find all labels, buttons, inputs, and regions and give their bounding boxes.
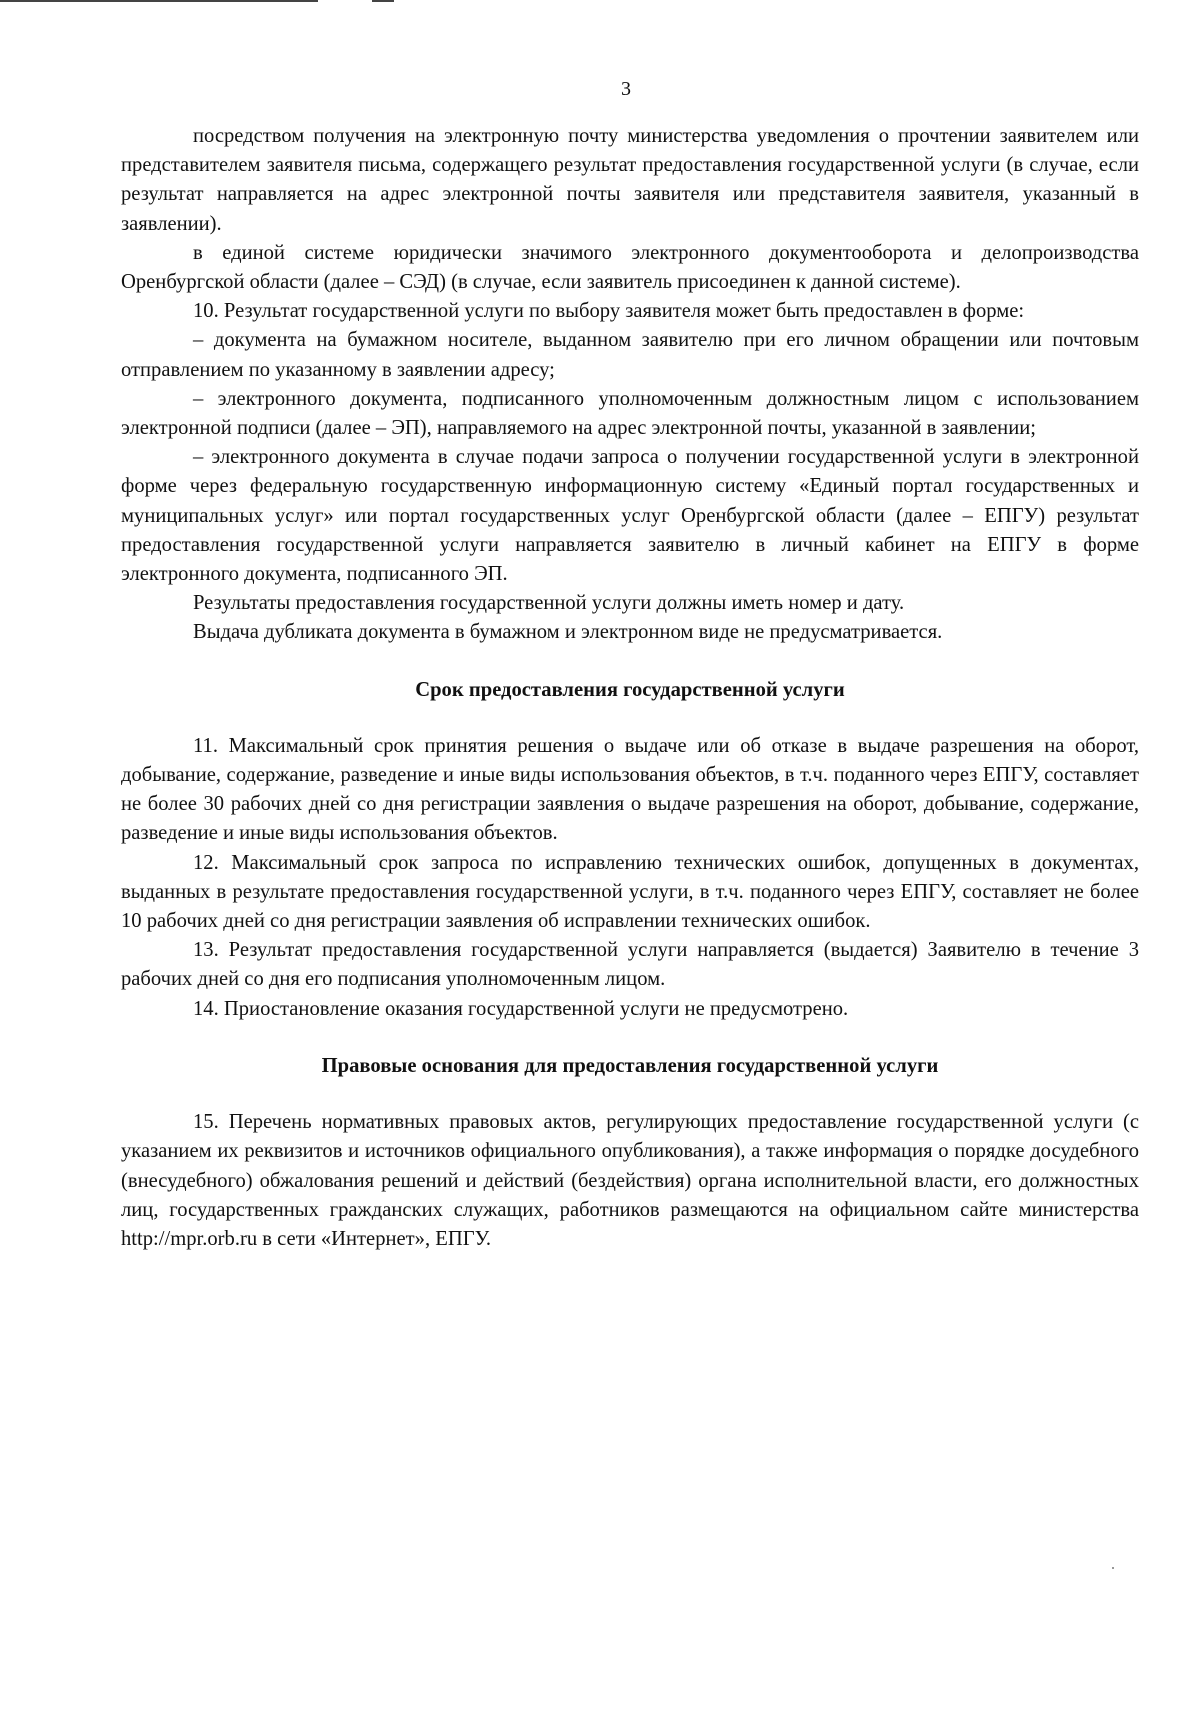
paragraph: 13. Результат предоставления государственной услуги направляется (выдается) Заявителю в течение 3 рабочих дней со дня его подписания уполномоченным лицом. <box>121 939 1139 991</box>
scan-edge-mark <box>0 0 318 2</box>
paragraph: 11. Максимальный срок принятия решения о выдаче или об отказе в выдаче разрешения на оборот, добывание, содержание, разведение и иные виды использования объектов, в т.ч. поданного через ЕПГУ, составляет не более 30 рабочих дней со дня регистрации заявления о выдаче разрешения на оборот, добывание, содержание, разведение и иные виды использования объектов. <box>121 734 1139 845</box>
paragraph: 12. Максимальный срок запроса по исправлению технических ошибок, допущенных в документах, выданных в результате предоставления государственной услуги, в т.ч. поданного через ЕПГУ, составляет не более 10 рабочих дней со дня регистрации заявления об исправлении технических ошибок. <box>121 851 1139 933</box>
paragraph: 14. Приостановление оказания государственной услуги не предусмотрено. <box>193 997 849 1020</box>
document-body <box>121 122 1139 1254</box>
paragraph: Выдача дубликата документа в бумажном и электронном виде не предусматривается. <box>193 621 943 644</box>
scan-speck <box>1112 1567 1114 1569</box>
section-heading: Срок предоставления государственной услуги <box>415 678 845 701</box>
paragraph: – электронного документа, подписанного уполномоченным должностным лицом с использованием электронной подписи (далее – ЭП), направляемого на адрес электронной почты, указанной в заявлении; <box>121 387 1139 440</box>
section-heading: Правовые основания для предоставления государственной услуги <box>321 1054 939 1077</box>
paragraph: 10. Результат государственной услуги по выбору заявителя может быть предоставлен в форме: <box>193 300 1025 323</box>
paragraph: в единой системе юридически значимого электронного документооборота и делопроизводства Оренбургской области (далее – СЭД) (в случае, если заявитель присоединен к данной системе). <box>121 241 1139 294</box>
paragraph: посредством получения на электронную почту министерства уведомления о прочтении заявителем или представителем заявителя письма, содержащего результат предоставления государственной услуги (в случае, если результат направляется на адрес электронной почты заявителя или представителя заявителя, указанный в заявлении). <box>121 125 1139 235</box>
paragraph: – документа на бумажном носителе, выданном заявителю при его личном обращении или почтовым отправлением по указанному в заявлении адресу; <box>121 329 1139 381</box>
paragraph: – электронного документа в случае подачи запроса о получении государственной услуги в электронной форме через федеральную государственную информационную систему «Единый портал государственных и муниципальных услуг» или портал государственных услуг Оренбургской области (далее – ЕПГУ) результат предоставления государственной услуги направляется заявителю в личный кабинет на ЕПГУ в форме электронного документа, подписанного ЭП. <box>121 446 1139 586</box>
scan-edge-mark <box>372 0 394 2</box>
paragraph: 15. Перечень нормативных правовых актов, регулирующих предоставление государственной услуги (с указанием их реквизитов и источников официального опубликования), а также информация о порядке досудебного (внесудебного) обжалования решений и действий (бездействия) органа исполнительной власти, его должностных лиц, государственных гражданских служащих, работников размещаются на официальном сайте министерства http://mpr.orb.ru в сети «Интернет», ЕПГУ. <box>121 1111 1139 1250</box>
page-number: 3 <box>621 78 631 100</box>
paragraph: Результаты предоставления государственной услуги должны иметь номер и дату. <box>193 592 905 615</box>
